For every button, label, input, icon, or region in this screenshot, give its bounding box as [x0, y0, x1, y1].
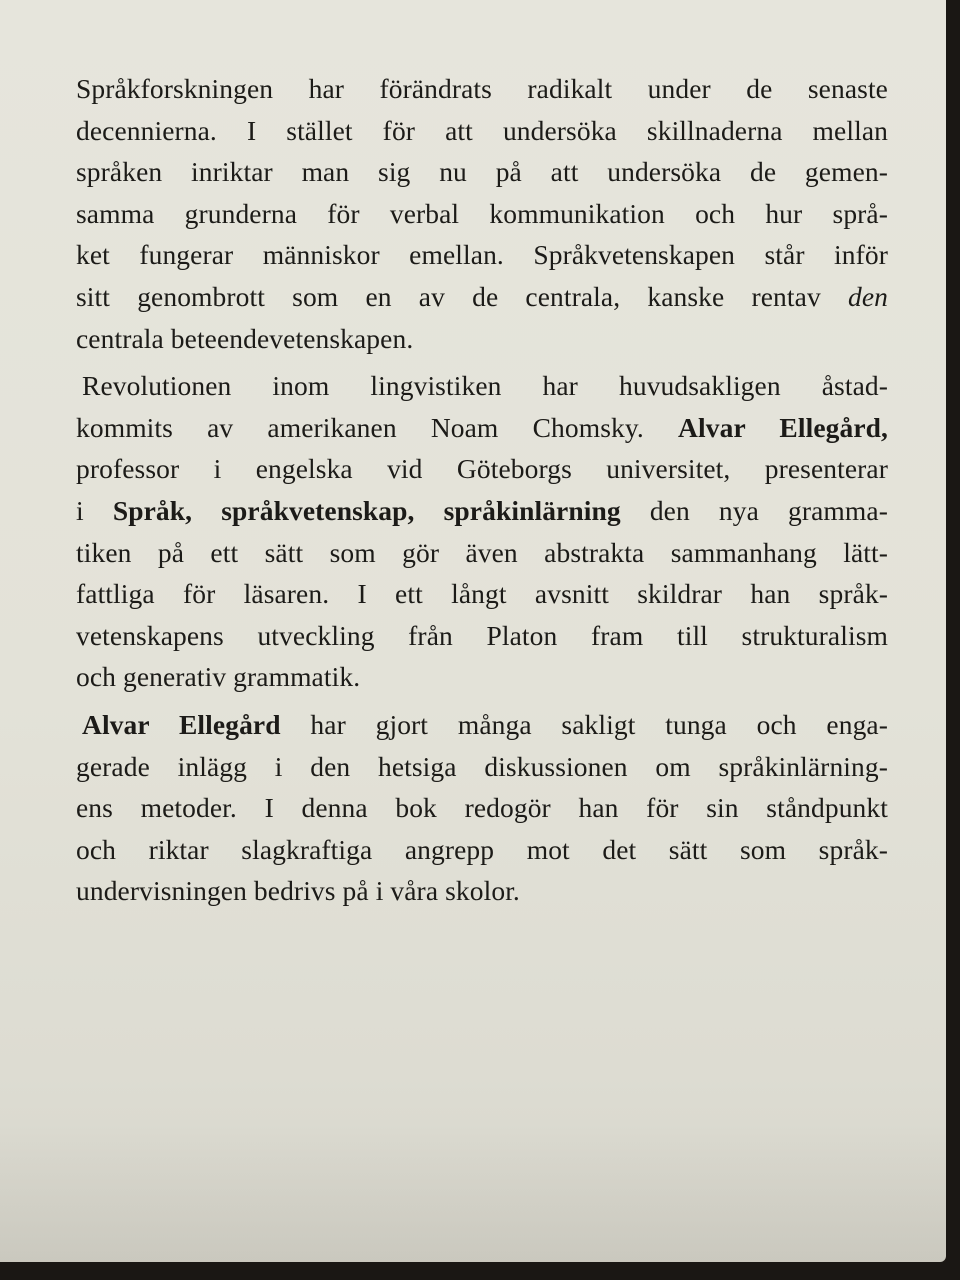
text-line: tiken på ett sätt som gör även abstrakta sammanhang lätt-	[76, 536, 888, 568]
text-line: och riktar slagkraftiga angrepp mot det sätt som språk-	[76, 833, 888, 865]
text-line: decennierna. I stället för att undersöka skillnaderna mellan	[76, 114, 888, 146]
text-line: gerade inlägg i den hetsiga diskussionen om språkinlärning-	[76, 750, 888, 782]
text-line-with-bold	[76, 704, 888, 746]
text-line: fattliga för läsaren. I ett långt avsnitt skildrar han språk-	[76, 578, 888, 610]
author-name: Alvar Ellegård	[82, 708, 281, 740]
text-line: Revolutionen inom lingvistiken har huvudsakligen åstad-	[82, 370, 888, 402]
text-segment: har gjort många sakligt tunga och enga-	[280, 708, 888, 740]
text-line: språken inriktar man sig nu på att undersöka de gemen-	[76, 156, 888, 188]
text-segment: i	[76, 494, 113, 526]
italic-emphasis: den	[847, 280, 888, 312]
text-line: professor i engelska vid Göteborgs universitet, presenterar	[76, 453, 888, 485]
text-line-with-italic	[76, 276, 888, 318]
text-line: och generativ grammatik.	[76, 661, 361, 693]
text-line: ket fungerar människor emellan. Språkvetenskapen står inför	[76, 239, 888, 271]
paragraph-3	[76, 704, 888, 912]
text-line: Språkforskningen har förändrats radikalt under de senaste	[76, 73, 888, 104]
text-line-with-bold	[76, 407, 888, 449]
text-line: ens metoder. I denna bok redogör han för sin ståndpunkt	[76, 792, 888, 824]
blurb-text	[76, 68, 888, 912]
text-segment: sitt genombrott som en av de centrala, kanske rentav	[76, 280, 848, 312]
text-line: samma grunderna för verbal kommunikation och hur språ-	[76, 197, 888, 229]
text-segment: den nya gramma-	[620, 494, 888, 526]
text-line: centrala beteendevetenskapen.	[76, 322, 414, 354]
text-segment: kommits av amerikanen Noam Chomsky.	[76, 411, 679, 443]
book-title: Språk, språkvetenskap, språkinlärning	[112, 494, 621, 526]
text-line: vetenskapens utveckling från Platon fram till strukturalism	[76, 619, 888, 651]
paragraph-1	[76, 68, 888, 359]
text-line-with-bold	[76, 490, 888, 532]
author-name: Alvar Ellegård,	[678, 411, 889, 443]
text-line: undervisningen bedrivs på i våra skolor.	[76, 875, 520, 907]
paragraph-2	[76, 365, 888, 698]
